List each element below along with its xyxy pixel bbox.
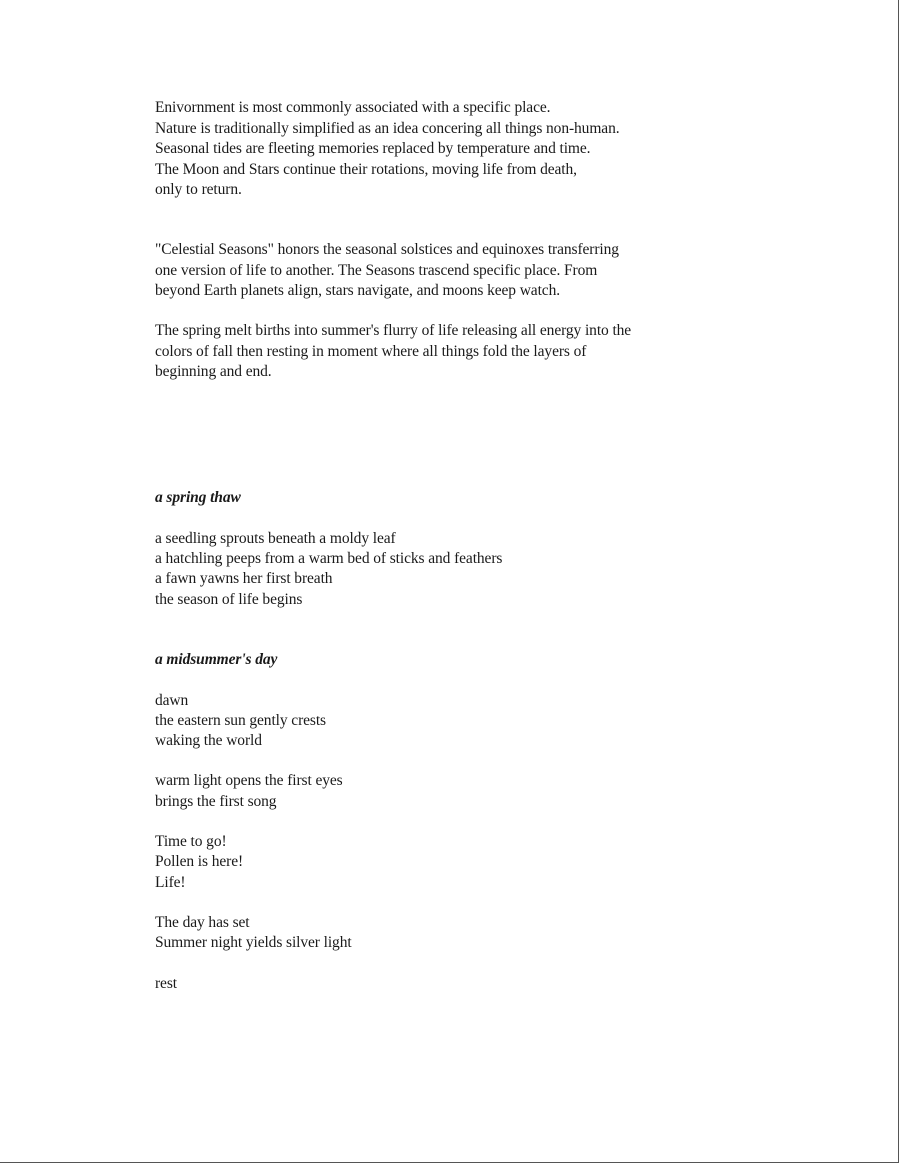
poem-line: warm light opens the first eyes [155, 772, 343, 789]
poem-line: Pollen is here! [155, 853, 244, 870]
poem-line: the season of life begins [155, 591, 303, 608]
intro-line: Seasonal tides are fleeting memories replaced by temperature and time. [155, 140, 591, 157]
poem-line: rest [155, 975, 177, 992]
poem-line: brings the first song [155, 793, 277, 810]
poem-line: the eastern sun gently crests [155, 712, 326, 729]
poem-line: a seedling sprouts beneath a moldy leaf [155, 530, 396, 547]
poem-title-summer: a midsummer's day [155, 651, 278, 668]
statement-line: one version of life to another. The Seasons trascend specific place. From [155, 262, 598, 279]
intro-line: The Moon and Stars continue their rotations, moving life from death, [155, 161, 577, 178]
cycle-line: colors of fall then resting in moment where all things fold the layers of [155, 343, 587, 360]
statement-line: beyond Earth planets align, stars navigate, and moons keep watch. [155, 282, 560, 299]
poem-line: Life! [155, 874, 186, 891]
poem-line: Summer night yields silver light [155, 934, 352, 951]
poem-line: waking the world [155, 732, 262, 749]
poem-line: Time to go! [155, 833, 227, 850]
intro-line: Enivornment is most commonly associated with a specific place. [155, 99, 551, 116]
poem-title-spring: a spring thaw [155, 489, 241, 506]
statement-line: "Celestial Seasons" honors the seasonal solstices and equinoxes transferring [155, 241, 619, 258]
intro-line: only to return. [155, 181, 242, 198]
poem-line: a fawn yawns her first breath [155, 570, 333, 587]
cycle-line: beginning and end. [155, 363, 272, 380]
cycle-line: The spring melt births into summer's flurry of life releasing all energy into the [155, 322, 632, 339]
poem-line: The day has set [155, 914, 250, 931]
poem-line: a hatchling peeps from a warm bed of sticks and feathers [155, 550, 503, 567]
intro-line: Nature is traditionally simplified as an idea concering all things non-human. [155, 120, 620, 137]
poem-line: dawn [155, 692, 189, 709]
